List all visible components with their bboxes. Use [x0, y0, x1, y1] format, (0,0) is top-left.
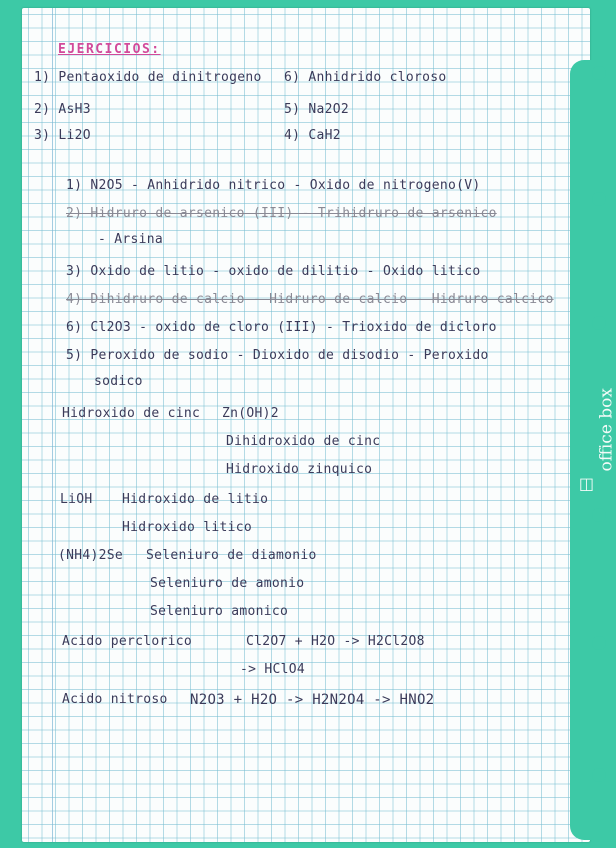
se-name-1: Seleniuro de diamonio — [146, 548, 317, 563]
perc-equation: Cl2O7 + H2O -> H2Cl2O8 — [246, 634, 425, 649]
punch-hole — [592, 66, 606, 80]
answer-2: 2) Hidruro de arsenico (III) - Trihidruro de arsenico — [66, 206, 497, 221]
se-name-2: Seleniuro de amonio — [150, 576, 305, 591]
exercise-3-num: 3) — [34, 128, 51, 143]
exercise-6-num: 6) — [284, 70, 301, 85]
exercise-4-text: CaH2 — [308, 128, 341, 143]
punch-hole — [592, 316, 606, 330]
perc-result: -> HClO4 — [240, 662, 306, 677]
zinc-formula: Zn(OH)2 — [222, 406, 279, 421]
answer-4: 4) Dihidruro de calcio - Hidruro de calcio - Hidruro calcico — [66, 292, 554, 307]
exercise-1 — [34, 70, 262, 85]
exercise-1-num: 1) — [34, 70, 51, 85]
punch-hole — [592, 192, 606, 206]
answer-5: 5) Peroxido de sodio - Dioxido de disodio - Peroxido — [66, 348, 489, 363]
exercise-2-num: 2) — [34, 102, 51, 117]
exercise-1-text: Pentaoxido de dinitrogeno — [58, 70, 262, 85]
punch-hole — [592, 508, 606, 522]
exercise-6 — [284, 70, 447, 85]
exercise-2-text: AsH3 — [58, 102, 91, 117]
notebook-page — [22, 8, 590, 842]
li-formula: LiOH — [60, 492, 93, 507]
zinc-label: Hidroxido de cinc — [62, 406, 201, 421]
answer-3: 3) Oxido de litio - oxido de dilitio - Oxido litico — [66, 264, 481, 279]
exercise-6-text: Anhidrido cloroso — [308, 70, 447, 85]
exercise-4 — [284, 128, 341, 143]
answer-6: 6) Cl2O3 - oxido de cloro (III) - Trioxido de dicloro — [66, 320, 497, 335]
zinc-name-2: Hidroxido zinquico — [226, 462, 373, 477]
perc-label: Acido perclorico — [62, 634, 193, 649]
box-icon: ◫ — [578, 474, 594, 493]
exercise-4-num: 4) — [284, 128, 301, 143]
exercise-5-text: Na2O2 — [308, 102, 350, 117]
exercise-5 — [284, 102, 349, 117]
page-title: EJERCICIOS: — [58, 42, 161, 57]
nitr-equation: N2O3 + H2O -> H2N2O4 -> HNO2 — [190, 692, 435, 708]
answer-1: 1) N2O5 - Anhidrido nitrico - Oxido de nitrogeno(V) — [66, 178, 481, 193]
brand-logo: office box — [596, 388, 616, 472]
punch-hole — [592, 768, 606, 782]
li-name-2: Hidroxido litico — [122, 520, 253, 535]
exercise-5-num: 5) — [284, 102, 301, 117]
se-formula: (NH4)2Se — [58, 548, 124, 563]
answer-5-cont: sodico — [94, 374, 143, 389]
exercise-2 — [34, 102, 91, 117]
se-name-3: Seleniuro amonico — [150, 604, 289, 619]
li-name-1: Hidroxido de litio — [122, 492, 269, 507]
exercise-3 — [34, 128, 91, 143]
exercise-3-text: Li2O — [58, 128, 91, 143]
punch-hole — [592, 636, 606, 650]
answer-2-alt: - Arsina — [98, 232, 164, 247]
nitr-label: Acido nitroso — [62, 692, 168, 707]
zinc-name-1: Dihidroxido de cinc — [226, 434, 381, 449]
